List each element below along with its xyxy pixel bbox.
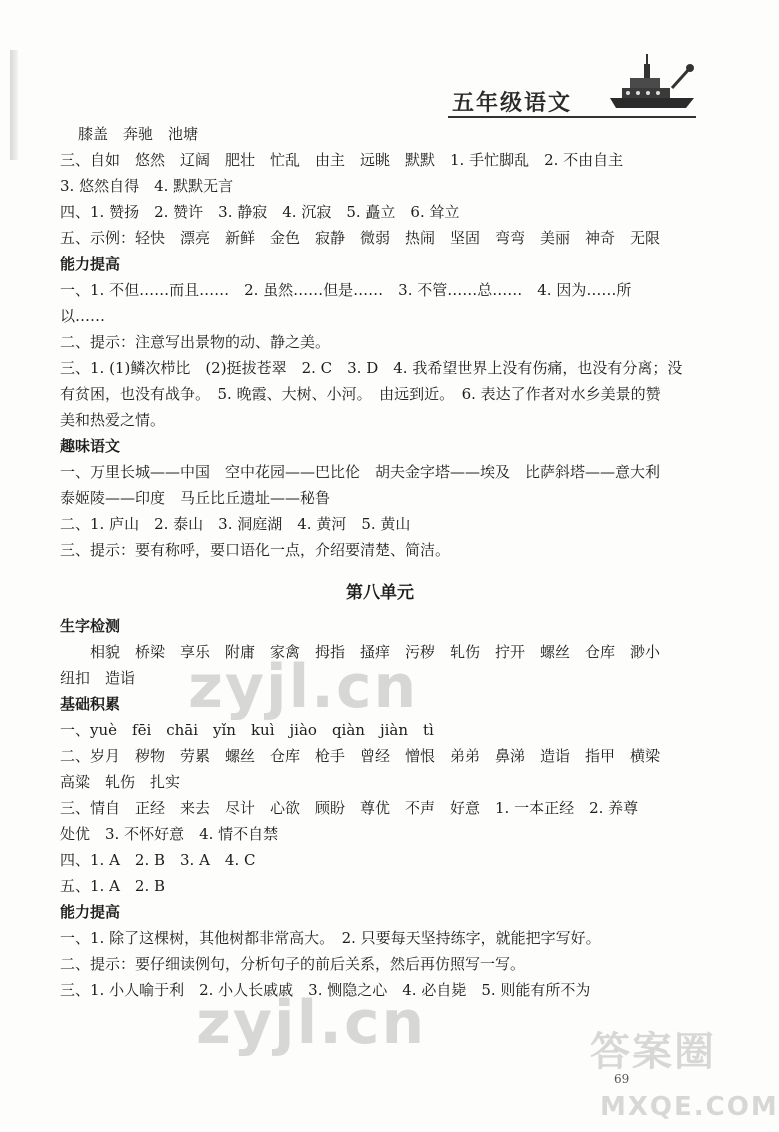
answer-line: 高粱 轧伤 扎实 <box>60 773 181 791</box>
answer-line: 3. 悠然自得 4. 默默无言 <box>60 177 234 195</box>
section-heading: 基础积累 <box>60 695 121 713</box>
answer-line: 二、1. 庐山 2. 泰山 3. 洞庭湖 4. 黄河 5. 黄山 <box>60 515 411 533</box>
answer-line: 一、1. 不但……而且…… 2. 虽然……但是…… 3. 不管……总…… 4. 因为……所 <box>60 281 632 299</box>
ship-icon <box>606 50 698 116</box>
section-heading: 趣味语文 <box>60 437 121 455</box>
answer-content <box>60 124 700 1006</box>
answer-line: 美和热爱之情。 <box>60 411 166 429</box>
answer-line: 一、1. 除了这棵树，其他树都非常高大。 2. 只要每天坚持练字，就能把字写好。 <box>60 929 601 947</box>
section-heading: 生字检测 <box>60 617 121 635</box>
binding-shadow <box>10 50 18 160</box>
answer-line: 膝盖 奔驰 池塘 <box>78 125 199 143</box>
page-number: 69 <box>614 1072 630 1086</box>
answer-line: 一、yuè fēi chāi yǐn kuì jiào qiàn jiàn tì <box>60 721 434 739</box>
answer-line: 有贫困，也没有战争。 5. 晚霞、大树、小河。 由远到近。 6. 表达了作者对水乡美景的赞 <box>60 385 661 403</box>
header-rule <box>448 116 696 118</box>
page-header-title: 五年级语文 <box>452 90 573 116</box>
answer-line: 二、提示：要仔细读例句，分析句子的前后关系，然后再仿照写一写。 <box>60 955 526 973</box>
section-heading: 能力提高 <box>60 903 121 921</box>
section-heading: 能力提高 <box>60 255 121 273</box>
answer-line: 三、情自 正经 来去 尽计 心欲 顾盼 尊优 不声 好意 1. 一本正经 2. 养尊 <box>60 799 639 817</box>
answer-line: 四、1. A 2. B 3. A 4. C <box>60 851 256 869</box>
watermark: MXQE.COM <box>600 1092 779 1122</box>
answer-line: 处优 3. 不怀好意 4. 情不自禁 <box>60 825 279 843</box>
answer-line: 五、示例：轻快 漂亮 新鲜 金色 寂静 微弱 热闹 坚固 弯弯 美丽 神奇 无限 <box>60 229 661 247</box>
answer-line: 二、提示：注意写出景物的动、静之美。 <box>60 333 331 351</box>
answer-line: 三、1. 小人喻于利 2. 小人长戚戚 3. 恻隐之心 4. 必自毙 5. 则能有所不为 <box>60 981 591 999</box>
answer-line: 三、1. (1)鳞次栉比 (2)挺拔苍翠 2. C 3. D 4. 我希望世界上没有伤痛，也没有分离；没 <box>60 359 683 377</box>
answer-line: 四、1. 赞扬 2. 赞许 3. 静寂 4. 沉寂 5. 矗立 6. 耸立 <box>60 203 460 221</box>
answer-line: 纽扣 造诣 <box>60 669 136 687</box>
answer-line: 二、岁月 秽物 劳累 螺丝 仓库 枪手 曾经 憎恨 弟弟 鼻涕 造诣 指甲 横梁 <box>60 747 661 765</box>
answer-line: 泰姬陵——印度 马丘比丘遗址——秘鲁 <box>60 489 331 507</box>
answer-line: 相貌 桥梁 享乐 附庸 家禽 拇指 搔痒 污秽 轧伤 拧开 螺丝 仓库 渺小 <box>60 643 661 661</box>
answer-line: 以…… <box>60 307 106 325</box>
answer-line: 五、1. A 2. B <box>60 877 166 895</box>
answer-line: 三、自如 悠然 辽阔 肥壮 忙乱 由主 远眺 默默 1. 手忙脚乱 2. 不由自主 <box>60 151 624 169</box>
answer-line: 三、提示：要有称呼，要口语化一点，介绍要清楚、简洁。 <box>60 541 451 559</box>
watermark: zyjl.cn <box>188 652 419 722</box>
answer-line: 一、万里长城——中国 空中花园——巴比伦 胡夫金字塔——埃及 比萨斜塔——意大利 <box>60 463 661 481</box>
unit-title: 第八单元 <box>346 583 414 603</box>
watermark: zyjl.cn <box>196 988 427 1058</box>
watermark: 答案圈 <box>590 1029 716 1075</box>
